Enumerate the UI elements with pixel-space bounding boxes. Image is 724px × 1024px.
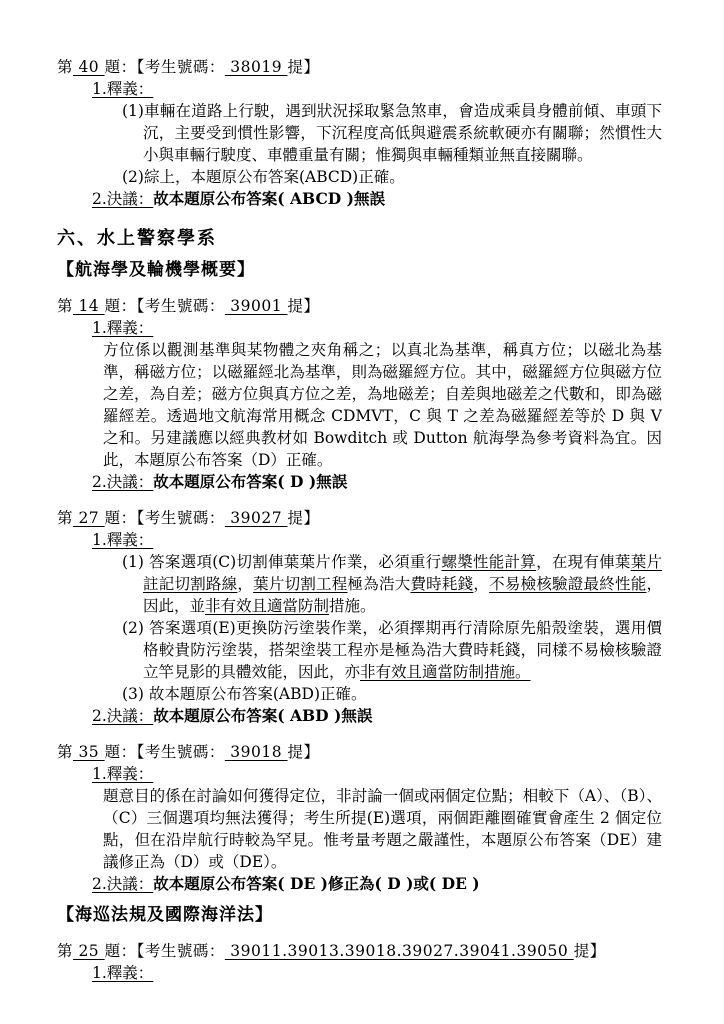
text-segment: 六、水上警察學系 — [57, 228, 217, 249]
text-segment: 2.決議： — [92, 875, 154, 893]
text-segment: 39018 — [224, 743, 288, 761]
text-segment: 25 — [73, 942, 105, 960]
text-segment: 1.釋義： — [92, 765, 154, 783]
document-body — [57, 56, 662, 984]
text-segment: 39011.39013.39018.39027.39041.39050 — [224, 942, 574, 960]
text-segment: 2.決議： — [92, 190, 154, 208]
text-segment: ， — [473, 575, 490, 593]
text-segment: 極為浩大 — [347, 575, 411, 593]
text-segment: 1.釋義： — [92, 964, 154, 982]
text-segment: 27 — [73, 509, 105, 527]
q27-decision — [57, 705, 662, 727]
text-segment: 1.釋義： — [92, 319, 154, 337]
question-35-header — [57, 741, 662, 763]
text-segment: 葉片註記切割路線 — [143, 553, 662, 593]
text-segment: 提】 — [287, 297, 320, 315]
q40-item-1 — [57, 100, 662, 166]
text-segment: 方位係以觀測基準與某物體之夾角稱之；以真北為基準，稱真方位；以磁北為基準，稱磁方位；以磁羅經北為基準，則為磁羅經方位。其中，磁羅經方位與磁方位之差，為自差；磁方位與真方位之差，為地磁差；自差與地磁差之代數和，即為磁羅經差。透過地文航海常用概念 CDMVT，C 與 T 之差為磁羅經差等於 D 與 V 之和。另建議應以經典教材如 Bowditch 或 Dutton 航海學為參考資料為宜。因此，本題原公布答案（D）正確。 — [103, 341, 662, 469]
text-segment: 故本題原公布答案( D )無誤 — [153, 472, 348, 491]
text-segment: 題：【考生號碼： — [104, 58, 225, 76]
q40-item-2 — [57, 166, 662, 188]
q27-item-1 — [57, 551, 662, 617]
text-segment: ， — [237, 575, 254, 593]
q35-interpretation-label — [57, 763, 662, 785]
text-segment: 故本題原公布答案( ABD )無誤 — [153, 706, 373, 725]
text-segment: 【海巡法規及國際海洋法】 — [57, 905, 273, 925]
question-25-header — [57, 940, 662, 962]
subject-heading-maritime-law — [57, 904, 662, 926]
text-segment: 第 — [57, 743, 74, 761]
text-segment: 第 — [57, 58, 74, 76]
text-segment: (3) 故本題原公布答案(ABD)正確。 — [122, 685, 367, 703]
text-segment: ，在現有俥葉 — [536, 553, 631, 571]
q14-decision — [57, 471, 662, 493]
text-segment: 第 — [57, 509, 74, 527]
text-segment: 提】 — [287, 509, 320, 527]
text-segment: 2.決議： — [92, 707, 154, 725]
question-14-header — [57, 295, 662, 317]
question-40-header — [57, 56, 662, 78]
text-segment: 題意目的係在討論如何獲得定位，非討論一個或兩個定位點；相較下（A）、（B）、（C）三個選項均無法獲得；考生所提(E)選項，兩個距離圈確實會產生 2 個定位點，但在沿岸航行時較為罕見。惟考量考題之嚴謹性，本題原公布答案（DE）建議修正為（D）或（DE）。 — [103, 787, 662, 871]
q25-interpretation-label — [57, 962, 662, 984]
text-segment: 39027 — [224, 509, 288, 527]
text-segment: 故本題原公布答案( ABCD )無誤 — [153, 189, 385, 208]
text-segment: 35 — [73, 743, 105, 761]
text-segment: 非有效且適當防制 — [205, 597, 330, 615]
text-segment: 1.釋義： — [92, 531, 154, 549]
subject-heading-navigation — [57, 259, 662, 281]
q35-decision — [57, 873, 662, 895]
text-segment: 螺槳性能計算 — [441, 553, 537, 571]
text-segment: 不易檢核驗證最終性能 — [489, 575, 647, 593]
text-segment: 題：【考生號碼： — [104, 942, 225, 960]
text-segment: 第 — [57, 942, 74, 960]
text-segment: (2) 答案選項(E)更換防污塗裝作業，必須擇期再行清除原先船殼塗裝，選用價格較貴防污塗裝，搭架塗裝工程亦是極為浩大費時耗錢，同樣不易檢核驗證立竿見影的具體效能，因此，亦 — [122, 619, 662, 681]
q14-interpretation-label — [57, 317, 662, 339]
text-segment: ，因此，並 — [143, 575, 662, 615]
text-segment: 39001 — [224, 297, 288, 315]
text-segment: 2.決議： — [92, 473, 154, 491]
q27-interpretation-label — [57, 529, 662, 551]
text-segment: 提】 — [287, 743, 320, 761]
text-segment: 40 — [73, 58, 105, 76]
q40-decision — [57, 188, 662, 210]
text-segment: (1)車輛在道路上行駛，遇到狀況採取緊急煞車，會造成乘員身體前傾、車頭下沉，主要受到慣性影響，下沉程度高低與避震系統軟硬亦有關聯；然慣性大小與車輛行駛度、車體重量有關；惟獨與車輛種類並無直接關聯。 — [122, 102, 662, 164]
text-segment: 葉片切割工程 — [253, 575, 348, 593]
text-segment: 題：【考生號碼： — [104, 509, 225, 527]
text-segment: 38019 — [224, 58, 288, 76]
text-segment: 費時耗錢 — [410, 575, 474, 593]
q14-paragraph — [57, 339, 662, 471]
text-segment: 提】 — [287, 58, 320, 76]
text-segment: 14 — [73, 297, 105, 315]
text-segment: 提】 — [573, 942, 606, 960]
q27-item-3 — [57, 683, 662, 705]
text-segment: 1.釋義： — [92, 80, 154, 98]
text-segment: (1) 答案選項(C)切割俥葉葉片作業，必須重行 — [122, 553, 442, 571]
text-segment: 題：【考生號碼： — [104, 297, 225, 315]
text-segment: 【航海學及輪機學概要】 — [57, 260, 255, 280]
text-segment: 故本題原公布答案( DE )修正為( D )或( DE ) — [153, 874, 480, 893]
text-segment: 措施。 — [329, 597, 376, 615]
q35-paragraph — [57, 785, 662, 873]
text-segment: 第 — [57, 297, 74, 315]
chapter-heading — [57, 228, 662, 250]
q40-interpretation-label — [57, 78, 662, 100]
text-segment: 題：【考生號碼： — [104, 743, 225, 761]
text-segment: 非有效且適當防制措施。 — [360, 663, 531, 681]
q27-item-2 — [57, 617, 662, 683]
question-27-header — [57, 507, 662, 529]
text-segment: (2)綜上，本題原公布答案(ABCD)正確。 — [122, 168, 405, 186]
